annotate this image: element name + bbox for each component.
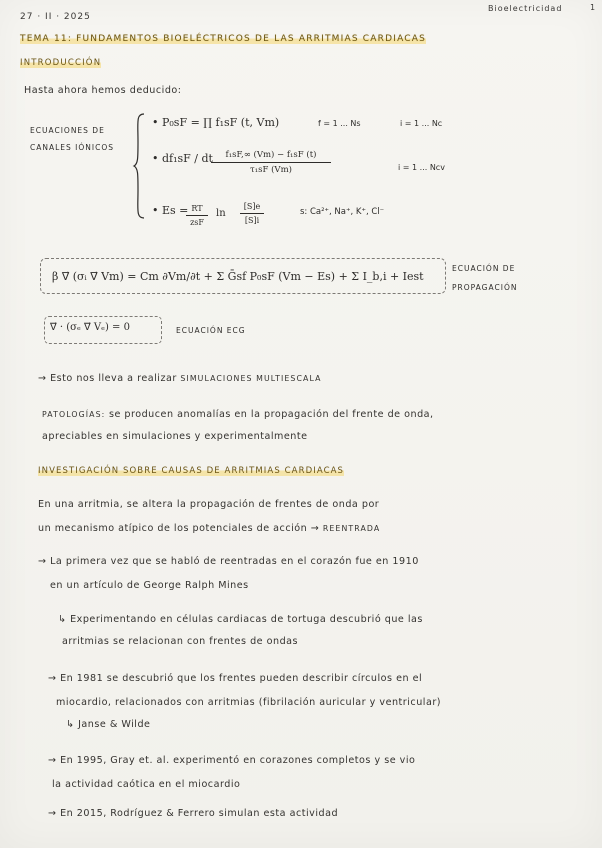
text-line: apreciables en simulaciones y experimentalmente — [42, 431, 308, 442]
text-line: → En 1995, Gray et. al. experimentó en corazones completos y se vio — [48, 755, 416, 766]
gate-derivative-fraction — [211, 150, 331, 175]
fraction-line — [186, 215, 208, 216]
nernst-fraction-1 — [186, 204, 208, 227]
text-fragment: se producen anomalías en la propagación del frente de onda, — [108, 409, 434, 420]
page-number: 1 — [590, 3, 596, 12]
gate-derivative-denominator: τ₁sF (Vm) — [250, 165, 292, 175]
text-fragment: → Esto nos lleva a realizar — [38, 373, 177, 384]
section-heading-intro — [20, 58, 101, 68]
text-line: ↳ Experimentando en células cardiacas de tortuga descubrió que las — [58, 614, 423, 625]
section-heading-investigation-text: INVESTIGACIÓN SOBRE CAUSAS DE ARRITMIAS CARDIACAS — [38, 466, 345, 476]
nernst-frac2-denominator: [S]i — [244, 216, 260, 225]
text-line: ↳ Janse & Wilde — [66, 719, 151, 730]
gate-derivative-numerator: f₁sF,∞ (Vm) − f₁sF (t) — [225, 150, 317, 160]
nernst-frac1-denominator: zsF — [190, 218, 204, 227]
ionic-label-line1: ECUACIONES DE — [30, 126, 105, 135]
text-line: la actividad caótica en el miocardio — [52, 779, 241, 790]
text-line: miocardio, relacionados con arritmias (fibrilación auricular y ventricular) — [56, 697, 442, 708]
topic-title — [20, 34, 426, 44]
gate-index-range: f = 1 ... Ns — [318, 119, 361, 128]
text-line: → En 2015, Rodríguez & Ferrero simulan esta actividad — [48, 808, 339, 819]
text-line: → En 1981 se descubrió que los frentes pueden describir círculos en el — [48, 673, 423, 684]
gate-derivative-lhs: • df₁sF / dt — [152, 152, 213, 165]
channel-index-range: i = 1 ... Nc — [400, 119, 443, 128]
fraction-line — [240, 213, 264, 214]
nernst-frac1-numerator: RT — [191, 204, 203, 213]
text-caps: SIMULACIONES MULTIESCALA — [180, 374, 322, 383]
propagation-label-line2: PROPAGACIÓN — [452, 283, 518, 292]
subject-label: Bioelectricidad — [488, 4, 563, 13]
nernst-ln: ln — [216, 208, 226, 219]
text-caps: PATOLOGÍAS: — [42, 410, 106, 419]
text-line: en un artículo de George Ralph Mines — [50, 580, 249, 591]
text-line — [42, 409, 434, 420]
topic-title-text: TEMA 11: FUNDAMENTOS BIOELÉCTRICOS DE LAS ARRITMIAS CARDIACAS — [20, 34, 427, 44]
text-fragment: un mecanismo atípico de los potenciales de acción → — [38, 523, 320, 534]
section-heading-intro-text: INTRODUCCIÓN — [20, 58, 102, 68]
text-line — [38, 523, 380, 534]
nernst-lhs: • Es = — [152, 204, 189, 217]
nernst-fraction-2 — [240, 202, 264, 225]
gate-derivative-range: i = 1 ... Ncv — [398, 163, 445, 172]
text-line: arritmias se relacionan con frentes de ondas — [62, 636, 299, 647]
ionic-label-line2: CANALES IÓNICOS — [30, 143, 115, 152]
ion-species: s: Ca²⁺, Na⁺, K⁺, Cl⁻ — [300, 207, 385, 217]
propagation-label-line1: ECUACIÓN DE — [452, 264, 516, 273]
text-line: → La primera vez que se habló de reentradas en el corazón fue en 1910 — [38, 556, 419, 567]
ecg-label: ECUACIÓN ECG — [176, 326, 246, 335]
open-probability-equation: • P₀sF = ∏ f₁sF (t, Vm) — [152, 116, 280, 129]
section-heading-investigation — [38, 466, 344, 476]
intro-line: Hasta ahora hemos deducido: — [24, 85, 182, 96]
text-caps: REENTRADA — [322, 524, 381, 533]
curly-brace — [132, 112, 146, 220]
text-line — [38, 373, 322, 384]
nernst-frac2-numerator: [S]e — [243, 202, 261, 211]
ecg-equation: ∇⃗ · (σₑ ∇⃗ Vₑ) = 0 — [50, 322, 130, 333]
propagation-equation: β ∇⃗ (σᵢ ∇⃗ Vm) = Cm ∂Vm/∂t + Σ Ḡsf P₀sF (Vm − Es) + Σ I_b,i + Iest — [52, 270, 424, 283]
fraction-line — [211, 162, 331, 163]
note-date: 27 · II · 2025 — [20, 12, 91, 22]
text-line: En una arritmia, se altera la propagación de frentes de onda por — [38, 499, 380, 510]
